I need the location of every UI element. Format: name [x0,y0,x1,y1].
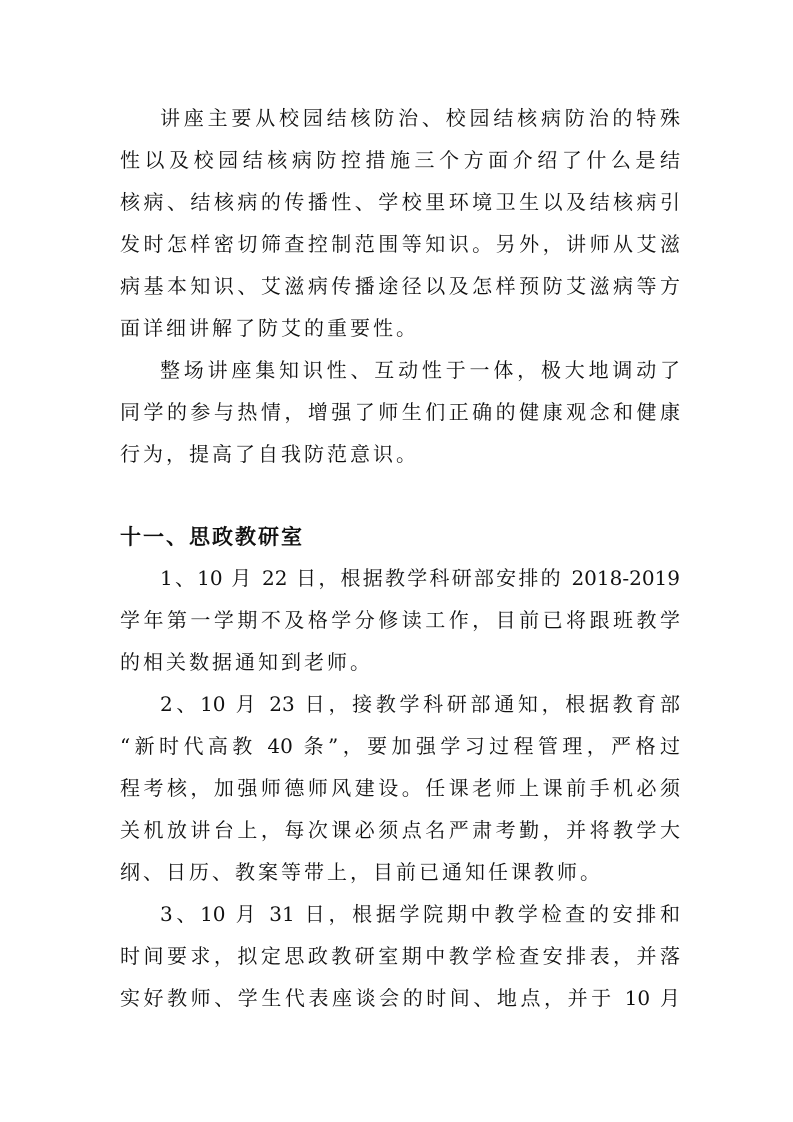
paragraph-line: 病基本知识、艾滋病传播途径以及怎样预防艾滋病等方 [120,274,680,298]
paragraph-line: 时间要求，拟定思政教研室期中教学检查安排表，并落 [120,944,680,968]
paragraph-line: 行为，提高了自我防范意识。 [120,442,419,466]
paragraph-line: 性以及校园结核病防控措施三个方面介绍了什么是结 [120,148,680,172]
paragraph-line: 3、10 月 31 日，根据学院期中教学检查的安排和 [160,902,680,926]
paragraph-line: 核病、结核病的传播性、学校里环境卫生以及结核病引 [120,190,680,214]
paragraph-line: 2、10 月 23 日，接教学科研部通知，根据教育部 [160,692,680,716]
paragraph-line: 程考核，加强师德师风建设。任课老师上课前手机必须 [120,776,680,800]
paragraph-line: 整场讲座集知识性、互动性于一体，极大地调动了 [160,358,680,382]
paragraph-line: 学年第一学期不及格学分修读工作，目前已将跟班教学 [120,608,680,632]
paragraph-line: 纲、日历、教案等带上，目前已通知任课教师。 [120,860,603,884]
paragraph-line: 发时怎样密切筛查控制范围等知识。另外，讲师从艾滋 [120,232,680,256]
paragraph-line: “新时代高教 40 条”，要加强学习过程管理，严格过 [120,734,680,758]
section-heading: 十一、思政教研室 [120,525,304,549]
paragraph-line: 关机放讲台上，每次课必须点名严肃考勤，并将教学大 [120,818,680,842]
paragraph-line: 的相关数据通知到老师。 [120,650,373,674]
paragraph-line: 面详细讲解了防艾的重要性。 [120,316,419,340]
paragraph-line: 1、10 月 22 日，根据教学科研部安排的 2018-2019 [160,566,680,590]
paragraph-line: 同学的参与热情，增强了师生们正确的健康观念和健康 [120,400,680,424]
paragraph-line: 实好教师、学生代表座谈会的时间、地点，并于 10 月 [120,986,680,1010]
paragraph-line: 讲座主要从校园结核防治、校园结核病防治的特殊 [160,106,680,130]
